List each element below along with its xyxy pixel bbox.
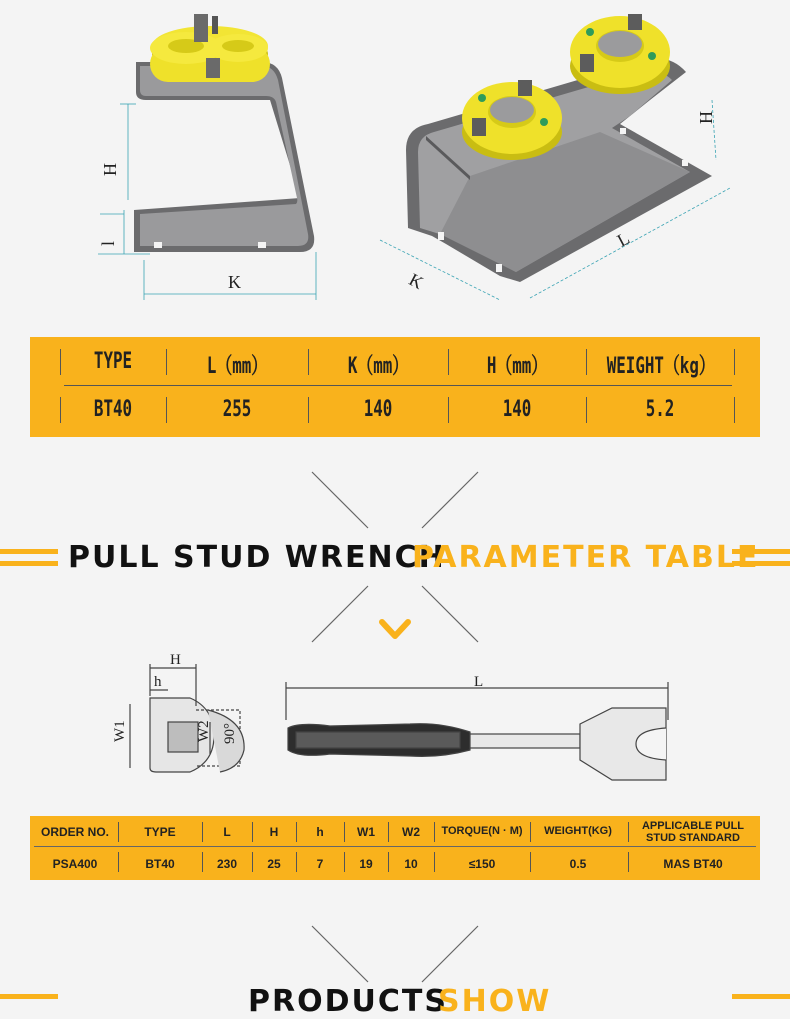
- table-divider: [202, 822, 203, 842]
- header-h: H: [269, 825, 279, 839]
- cell-weight: 0.5: [569, 857, 587, 871]
- section-title-accent: PARAMETER TABLE: [412, 540, 760, 575]
- holder-parameter-table: [30, 337, 760, 437]
- table-divider: [202, 852, 203, 872]
- next-title-dash-left: [0, 994, 58, 999]
- table-divider: [118, 822, 119, 842]
- cell-pull-stud-standard: MAS BT40: [663, 857, 723, 871]
- table-divider: [734, 349, 735, 375]
- cell-l: 230: [216, 857, 238, 871]
- cell-weight: 5.2: [645, 397, 675, 422]
- cell-w1: 19: [359, 857, 373, 871]
- dim-label-H-3d: H: [696, 111, 716, 124]
- header-order-no: ORDER NO.: [40, 825, 109, 839]
- dim-label-W1: W1: [112, 720, 128, 742]
- table-divider: [628, 852, 629, 872]
- cell-type: BT40: [145, 857, 175, 871]
- table-divider: [388, 822, 389, 842]
- header-weight: WEIGHT（kg）: [606, 354, 715, 379]
- dim-label-H: H: [100, 163, 120, 176]
- cell-w2: 10: [404, 857, 418, 871]
- table-divider: [530, 822, 531, 842]
- title-dash-left: [0, 549, 58, 554]
- next-section-title-accent: SHOW: [438, 984, 552, 1019]
- section-title-dark: PULL STUD WRENCH: [68, 540, 446, 575]
- header-k: K（mm）: [347, 354, 409, 379]
- wrench-parameter-table: [30, 816, 760, 880]
- holder-drawing: [0, 0, 790, 330]
- header-w1: W1: [357, 825, 375, 839]
- dim-label-L-wrench: L: [474, 674, 484, 690]
- dim-label-l: l: [98, 240, 118, 246]
- chevron-down-icon: [382, 622, 408, 636]
- table-divider: [628, 822, 629, 842]
- table-divider: [60, 397, 61, 423]
- table-divider: [118, 852, 119, 872]
- table-divider: [296, 852, 297, 872]
- table-divider: [166, 349, 167, 375]
- dim-label-W2: W2: [196, 720, 212, 742]
- header-torque: TORQUE(N · M): [441, 825, 523, 837]
- holder-3d-view: [406, 14, 712, 282]
- dim-label-angle: 90°: [222, 723, 238, 744]
- header-w2: W2: [402, 825, 420, 839]
- pull-stud-head-view: [130, 664, 244, 772]
- header-pull-stud-standard: APPLICABLE PULL STUD STANDARD: [641, 820, 745, 844]
- cell-order-no: PSA400: [52, 857, 98, 871]
- header-h-small: h: [316, 825, 324, 839]
- dim-label-K: K: [228, 272, 241, 292]
- table-divider: [34, 846, 756, 847]
- table-divider: [166, 397, 167, 423]
- table-divider: [64, 385, 732, 386]
- table-divider: [448, 397, 449, 423]
- table-divider: [734, 397, 735, 423]
- cell-l: 255: [222, 397, 252, 422]
- cell-type: BT40: [93, 397, 133, 422]
- table-divider: [434, 822, 435, 842]
- table-divider: [308, 349, 309, 375]
- header-type: TYPE: [93, 349, 133, 374]
- next-title-dash-right: [732, 994, 790, 999]
- title-dash-left: [0, 561, 58, 566]
- cell-h-small: 7: [316, 857, 324, 871]
- table-divider: [388, 852, 389, 872]
- header-l: L: [223, 825, 231, 839]
- table-divider: [252, 822, 253, 842]
- cell-h: 25: [267, 857, 281, 871]
- header-weight: WEIGHT(KG): [544, 825, 612, 837]
- cell-k: 140: [363, 397, 393, 422]
- dim-label-L: L: [613, 227, 633, 251]
- table-divider: [60, 349, 61, 375]
- holder-side-view: [134, 14, 314, 252]
- header-l: L（mm）: [206, 354, 268, 379]
- table-divider: [344, 852, 345, 872]
- table-divider: [586, 397, 587, 423]
- wrench-drawing: [0, 650, 790, 790]
- dim-label-h-wrench: h: [154, 674, 162, 690]
- table-divider: [344, 822, 345, 842]
- cell-torque: ≤150: [468, 857, 496, 871]
- table-divider: [434, 852, 435, 872]
- header-h: H（mm）: [486, 354, 548, 379]
- header-type: TYPE: [144, 825, 176, 839]
- table-divider: [252, 852, 253, 872]
- table-divider: [586, 349, 587, 375]
- table-divider: [308, 397, 309, 423]
- table-divider: [530, 852, 531, 872]
- table-divider: [296, 822, 297, 842]
- dim-label-K-3d: K: [405, 269, 427, 294]
- cell-h: 140: [502, 397, 532, 422]
- table-divider: [448, 349, 449, 375]
- next-section-title-dark: PRODUCTS: [248, 984, 448, 1019]
- dim-label-H-wrench: H: [170, 652, 181, 668]
- wrench-side-view: [286, 682, 668, 780]
